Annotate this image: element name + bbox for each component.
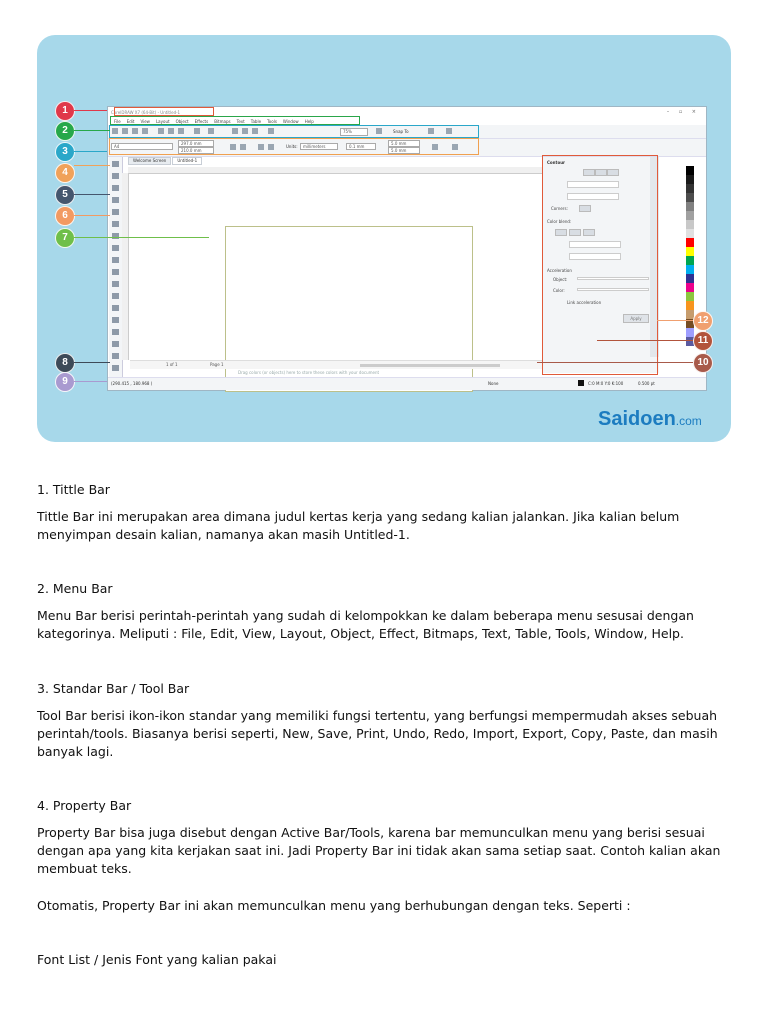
brand-name: Saidoen — [598, 408, 676, 430]
menu-item-text[interactable]: Text — [236, 119, 245, 124]
toolbox — [109, 157, 123, 377]
docker-title: Contour — [547, 160, 566, 165]
color-acceleration-label: Color: — [553, 288, 565, 293]
drawing-window[interactable] — [129, 174, 543, 360]
menu-item-object[interactable]: Object — [175, 119, 189, 124]
connector-tool-icon[interactable] — [112, 293, 119, 299]
snap-to-dropdown[interactable]: Snap To — [393, 129, 409, 134]
palette-swatch[interactable] — [686, 238, 694, 247]
units-label: Units: — [286, 144, 298, 149]
horizontal-scrollbar[interactable] — [360, 364, 500, 367]
vertical-ruler[interactable] — [122, 173, 129, 360]
marker-4-line — [74, 165, 110, 166]
marker-8: 8 — [55, 353, 75, 373]
menu-item-layout[interactable]: Layout — [155, 119, 170, 124]
palette-hint: Drag colors (or objects) here to store these colors with your document — [238, 370, 380, 375]
marker-8-line — [74, 362, 110, 363]
smart-fill-icon[interactable] — [112, 353, 119, 359]
menu-item-view[interactable]: View — [140, 119, 150, 124]
tab-untitled-1[interactable]: Untitled-1 — [172, 157, 202, 165]
section-2-heading: 2. Menu Bar — [37, 581, 113, 596]
units-value: millimeters — [303, 144, 326, 149]
section-4-body: Property Bar bisa juga disebut dengan Active Bar/Tools, karena bar memunculkan menu yang berisi sesuai dengan apa yang kita kerjakan saat ini. Jadi Property Bar ini tidak akan sama setiap saat. Contoh kalian akan membuat teks. — [37, 825, 721, 876]
title-bar-highlight — [114, 107, 214, 116]
marker-3: 3 — [55, 142, 75, 162]
brand-tld: .com — [675, 414, 702, 428]
palette-swatch[interactable] — [686, 292, 694, 301]
section-4-body-2: Otomatis, Property Bar ini akan memunculkan menu yang berhubungan dengan teks. Seperti : — [37, 898, 631, 913]
nudge-value: 0.1 mm — [349, 144, 365, 149]
app-window — [107, 106, 707, 391]
property-bar-highlight — [109, 138, 479, 155]
outline-width-value: 0.500 pt — [638, 381, 655, 386]
transparency-tool-icon[interactable] — [112, 317, 119, 323]
tab-welcome-screen[interactable]: Welcome Screen — [128, 157, 171, 165]
palette-swatch[interactable] — [686, 274, 694, 283]
page-count: 1 of 1 — [166, 362, 178, 367]
palette-swatch[interactable] — [686, 301, 694, 310]
pick-tool-icon[interactable] — [112, 161, 119, 167]
page-width-value: 297.0 mm — [181, 141, 202, 146]
palette-swatch[interactable] — [686, 283, 694, 292]
menu-item-edit[interactable]: Edit — [126, 119, 135, 124]
marker-7: 7 — [55, 228, 75, 248]
marker-10-line — [537, 362, 693, 363]
section-3-heading: 3. Standar Bar / Tool Bar — [37, 681, 190, 696]
docker-highlight — [542, 155, 658, 375]
color-palette[interactable] — [686, 157, 694, 357]
marker-2-line — [74, 130, 110, 131]
object-acceleration-label: Object: — [553, 277, 568, 282]
freehand-tool-icon[interactable] — [112, 209, 119, 215]
text-tool-icon[interactable] — [112, 269, 119, 275]
interactive-fill-icon[interactable] — [112, 341, 119, 347]
section-4-heading: 4. Property Bar — [37, 798, 132, 813]
marker-9-line — [74, 381, 107, 382]
apply-button[interactable]: Apply — [623, 314, 649, 323]
status-bar — [108, 377, 706, 390]
menu-item-file[interactable]: File — [114, 119, 121, 124]
cursor-coordinates: (290.415 , 180.968 ) — [111, 381, 153, 386]
zoom-level-value: 75% — [343, 129, 352, 134]
color-blend-label: Color blend: — [547, 219, 572, 224]
eyedropper-icon[interactable] — [112, 329, 119, 335]
section-1-body: Tittle Bar ini merupakan area dimana judul kertas kerja yang sedang kalian jalankan. Jika kalian belum menyimpan desain kalian, namanya akan masih Untitled-1. — [37, 509, 680, 542]
palette-swatch[interactable] — [686, 229, 694, 238]
marker-4: 4 — [55, 163, 75, 183]
marker-10: 10 — [693, 353, 713, 373]
acceleration-label: Acceleration — [547, 268, 572, 273]
marker-9: 9 — [55, 372, 75, 392]
link-acceleration-checkbox[interactable]: Link acceleration — [567, 300, 602, 305]
saidoen-logo — [598, 408, 702, 431]
page-1-tab[interactable]: Page 1 — [210, 362, 224, 367]
marker-7-line — [74, 237, 209, 238]
horizontal-ruler[interactable] — [128, 167, 544, 174]
ellipse-tool-icon[interactable] — [112, 245, 119, 251]
duplicate-y-value: 5.0 mm — [391, 148, 407, 153]
palette-swatch[interactable] — [686, 256, 694, 265]
document-navigator — [130, 360, 550, 369]
marker-5-line — [74, 194, 110, 195]
marker-1: 1 — [55, 101, 75, 121]
palette-swatch[interactable] — [686, 202, 694, 211]
palette-swatch[interactable] — [686, 328, 694, 337]
outline-color-chip — [578, 380, 584, 386]
menu-bar-highlight — [110, 116, 360, 125]
menu-item-effects[interactable]: Effects — [194, 119, 209, 124]
section-3-body: Tool Bar berisi ikon-ikon standar yang memiliki fungsi tertentu, yang berfungsi mempermudah akses sebuah perintah/tools. Biasanya berisi seperti, New, Save, Print, Undo, Redo, Import, Export, Copy, Paste, dan masih banyak lagi. — [37, 708, 718, 759]
menu-item-table[interactable]: Table — [250, 119, 262, 124]
crop-tool-icon[interactable] — [112, 185, 119, 191]
zoom-tool-icon[interactable] — [112, 197, 119, 203]
palette-swatch[interactable] — [686, 193, 694, 202]
window-title: CorelDRAW X7 (64-Bit) - Untitled-1 — [111, 110, 181, 115]
marker-6-line — [74, 215, 110, 216]
marker-11: 11 — [693, 331, 713, 351]
palette-swatch[interactable] — [686, 220, 694, 229]
standard-bar-highlight — [109, 125, 479, 138]
palette-swatch[interactable] — [686, 265, 694, 274]
section-2-body: Menu Bar berisi perintah-perintah yang sudah di kelompokkan ke dalam beberapa menu sesusai dengan kategorinya. Meliputi : File, Edit, View, Layout, Object, Effect, Bitmaps, Text, Table, Tools, Window, Help. — [37, 608, 694, 641]
palette-swatch[interactable] — [686, 157, 694, 166]
marker-5: 5 — [55, 185, 75, 205]
menu-item-window[interactable]: Window — [282, 119, 299, 124]
page-height-value: 210.0 mm — [181, 148, 202, 153]
drop-shadow-icon[interactable] — [112, 305, 119, 311]
more-tools-icon[interactable] — [112, 365, 119, 371]
artistic-media-icon[interactable] — [112, 221, 119, 227]
palette-swatch[interactable] — [686, 211, 694, 220]
marker-12-line — [657, 320, 693, 321]
shape-tool-icon[interactable] — [112, 173, 119, 179]
menu-item-tools[interactable]: Tools — [267, 119, 277, 124]
section-4-body-3: Font List / Jenis Font yang kalian pakai — [37, 952, 277, 967]
window-controls[interactable]: – ▫ × — [666, 109, 700, 115]
corners-label: Corners: — [551, 206, 568, 211]
palette-swatch[interactable] — [686, 166, 694, 175]
outline-color-value: C:0 M:0 Y:0 K:100 — [588, 381, 624, 386]
palette-swatch[interactable] — [686, 247, 694, 256]
section-1-heading: 1. Tittle Bar — [37, 482, 110, 497]
rectangle-tool-icon[interactable] — [112, 233, 119, 239]
marker-6: 6 — [55, 206, 75, 226]
fill-none-indicator: None — [488, 381, 499, 386]
menu-item-help[interactable]: Help — [304, 119, 314, 124]
parallel-dimension-icon[interactable] — [112, 281, 119, 287]
marker-1-line — [74, 110, 107, 111]
palette-swatch[interactable] — [686, 175, 694, 184]
document-tabs — [128, 157, 203, 165]
marker-12: 12 — [693, 311, 713, 331]
menu-item-bitmaps[interactable]: Bitmaps — [214, 119, 231, 124]
marker-2: 2 — [55, 121, 75, 141]
palette-swatch[interactable] — [686, 184, 694, 193]
page-size-value: A4 — [114, 144, 120, 149]
screenshot-figure — [37, 35, 731, 442]
marker-3-line — [74, 151, 107, 152]
duplicate-x-value: 5.0 mm — [391, 141, 407, 146]
polygon-tool-icon[interactable] — [112, 257, 119, 263]
marker-11-line — [597, 340, 693, 341]
